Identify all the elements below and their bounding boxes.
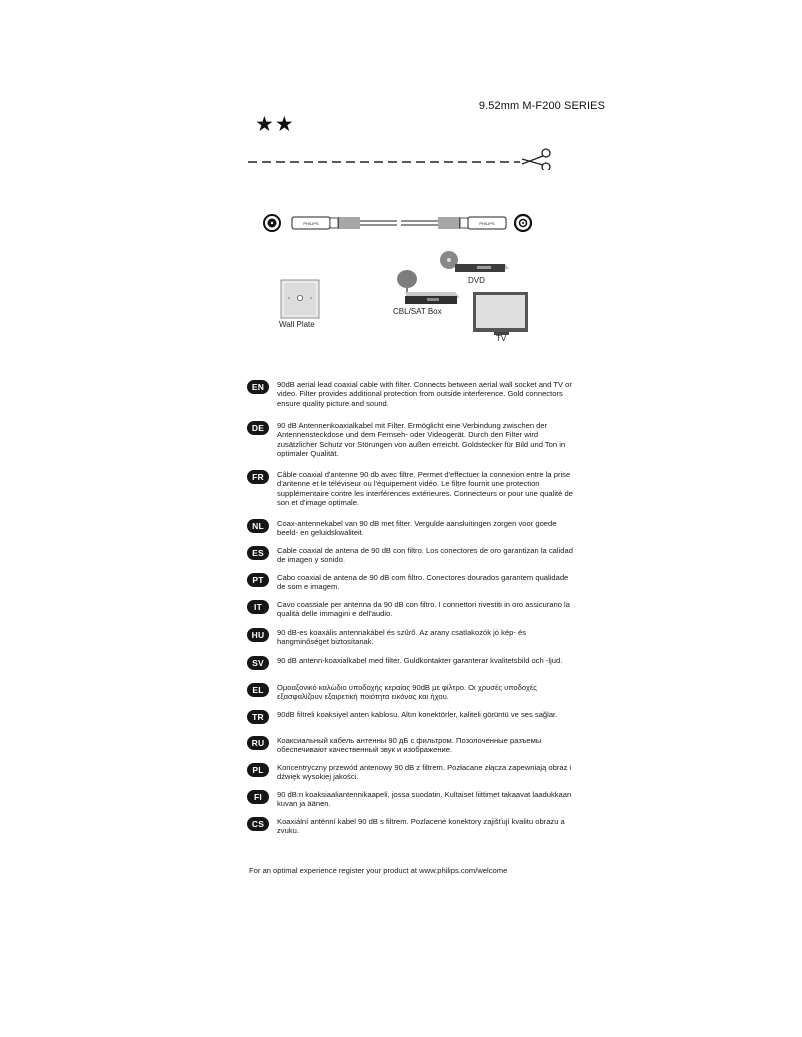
connection-diagram — [255, 200, 555, 350]
language-badge-fi: FI — [247, 790, 269, 804]
wall-plate-label: Wall Plate — [279, 320, 315, 329]
language-text-tr: 90dB filtreli koaksiyel anten kablosu. Altın konektörler, kaliteli görüntü ve ses sağlar. — [277, 710, 558, 719]
dvd-label: DVD — [468, 276, 485, 285]
language-text-cs: Koaxiální anténní kabel 90 dB s filtrem. Pozlacené konektory zajišťují kvalitu obrazu a zvuku. — [277, 817, 565, 836]
language-text-de: 90 dB Antennenkoaxialkabel mit Filter. Ermöglicht eine Verbindung zwischen der Antennensteckdose und dem Fernseh- oder Videogerät. Durch den Filter wird zusätzlicher Schutz vor Störungen von außen erreicht. Goldstecker für Bild und Ton in optimaler Qualität. — [277, 421, 566, 458]
language-text-pl: Koncentryczny przewód antenowy 90 dB z filtrem. Pozłacane złącza zapewniają obraz i dźwięk wysokiej jakości. — [277, 763, 572, 782]
scissors-icon — [522, 149, 550, 170]
language-text-ru: Коаксиальный кабель антенны 90 дБ с фильтром. Позолоченные разъемы обеспечивают качественный звук и изображение. — [277, 736, 542, 755]
language-badge-de: DE — [247, 421, 269, 435]
language-badge-ru: RU — [247, 736, 269, 750]
language-text-sv: 90 dB antenn-koaxialkabel med filter. Guldkontakter garanterar kvalitetsbild och -ljud. — [277, 656, 563, 665]
language-text-it: Cavo coassiale per antenna da 90 dB con filtro. I connettori rivestiti in oro assicurano la qualità delle immagini e dell'audio. — [277, 600, 570, 619]
language-badge-el: EL — [247, 683, 269, 697]
language-text-fi: 90 dB:n koaksiaaliantennikaapeli, jossa suodatin. Kultaiset liittimet takaavat laadukkaan kuvan ja äänen. — [277, 790, 572, 809]
language-text-pt: Cabo coaxial de antena de 90 dB com filtro. Conectores dourados garantem qualidade de som e imagem. — [277, 573, 569, 592]
language-text-es: Cable coaxial de antena de 90 dB con filtro. Los conectores de oro garantizan la calidad de imagen y sonido. — [277, 546, 573, 565]
cbl-sat-box-icon — [405, 292, 460, 304]
language-text-hu: 90 dB-es koaxális antennakábel és szűrő. Az arany csatlakozók jó kép- és hangminőséget biztosítanak. — [277, 628, 527, 647]
language-badge-pt: PT — [247, 573, 269, 587]
language-text-en: 90dB aerial lead coaxial cable with filter. Connects between aerial wall socket and TV or video. Filter provides additional protection from outside interference. Gold connectors ensure quality picture and sound. — [277, 380, 572, 408]
language-badge-sv: SV — [247, 656, 269, 670]
male-connector-icon — [515, 215, 531, 231]
language-badge-it: IT — [247, 600, 269, 614]
language-text-el: Ομοαξονικό καλώδιο υποδοχής κεραίας 90dB με φίλτρο. Οι χρυσές υποδοχές εξασφαλίζουν εξαιρετική ποιότητα εικόνας και ήχου. — [277, 683, 537, 702]
dvd-player-icon — [440, 251, 509, 272]
language-badge-fr: FR — [247, 470, 269, 484]
wall-plate-icon — [281, 280, 319, 318]
rating-stars: ★★ — [255, 113, 295, 136]
coax-cable — [360, 221, 438, 225]
language-badge-es: ES — [247, 546, 269, 560]
cut-line — [248, 146, 558, 170]
plug-brand-left: PHILIPS — [303, 221, 319, 226]
female-connector-icon — [264, 215, 280, 231]
language-badge-tr: TR — [247, 710, 269, 724]
series-title: 9.52mm M-F200 SERIES — [478, 100, 605, 112]
cable-plug-right — [439, 217, 506, 229]
cable-plug-left — [292, 217, 359, 229]
language-badge-en: EN — [247, 380, 269, 394]
tv-icon — [473, 292, 528, 335]
language-text-fr: Câble coaxial d'antenne 90 db avec filtre. Permet d'effectuer la connexion entre la prise d'antenne et le téléviseur ou l'équipement vidéo. Le filtre fournit une protection supplémentaire contre les interférences extérieures. Connecteurs or pour une qualité de son et d'image optimale. — [277, 470, 573, 507]
cbl-sat-box-label: CBL/SAT Box — [393, 307, 442, 316]
language-text-nl: Coax-antennekabel van 90 dB met filter. Vergulde aansluitingen zorgen voor goede beeld- en geluidskwaliteit. — [277, 519, 557, 538]
plug-brand-right: PHILIPS — [479, 221, 495, 226]
language-badge-nl: NL — [247, 519, 269, 533]
registration-footer: For an optimal experience register your product at www.philips.com/welcome — [249, 866, 508, 875]
tv-label: TV — [496, 334, 507, 343]
language-badge-hu: HU — [247, 628, 269, 642]
language-badge-pl: PL — [247, 763, 269, 777]
language-badge-cs: CS — [247, 817, 269, 831]
